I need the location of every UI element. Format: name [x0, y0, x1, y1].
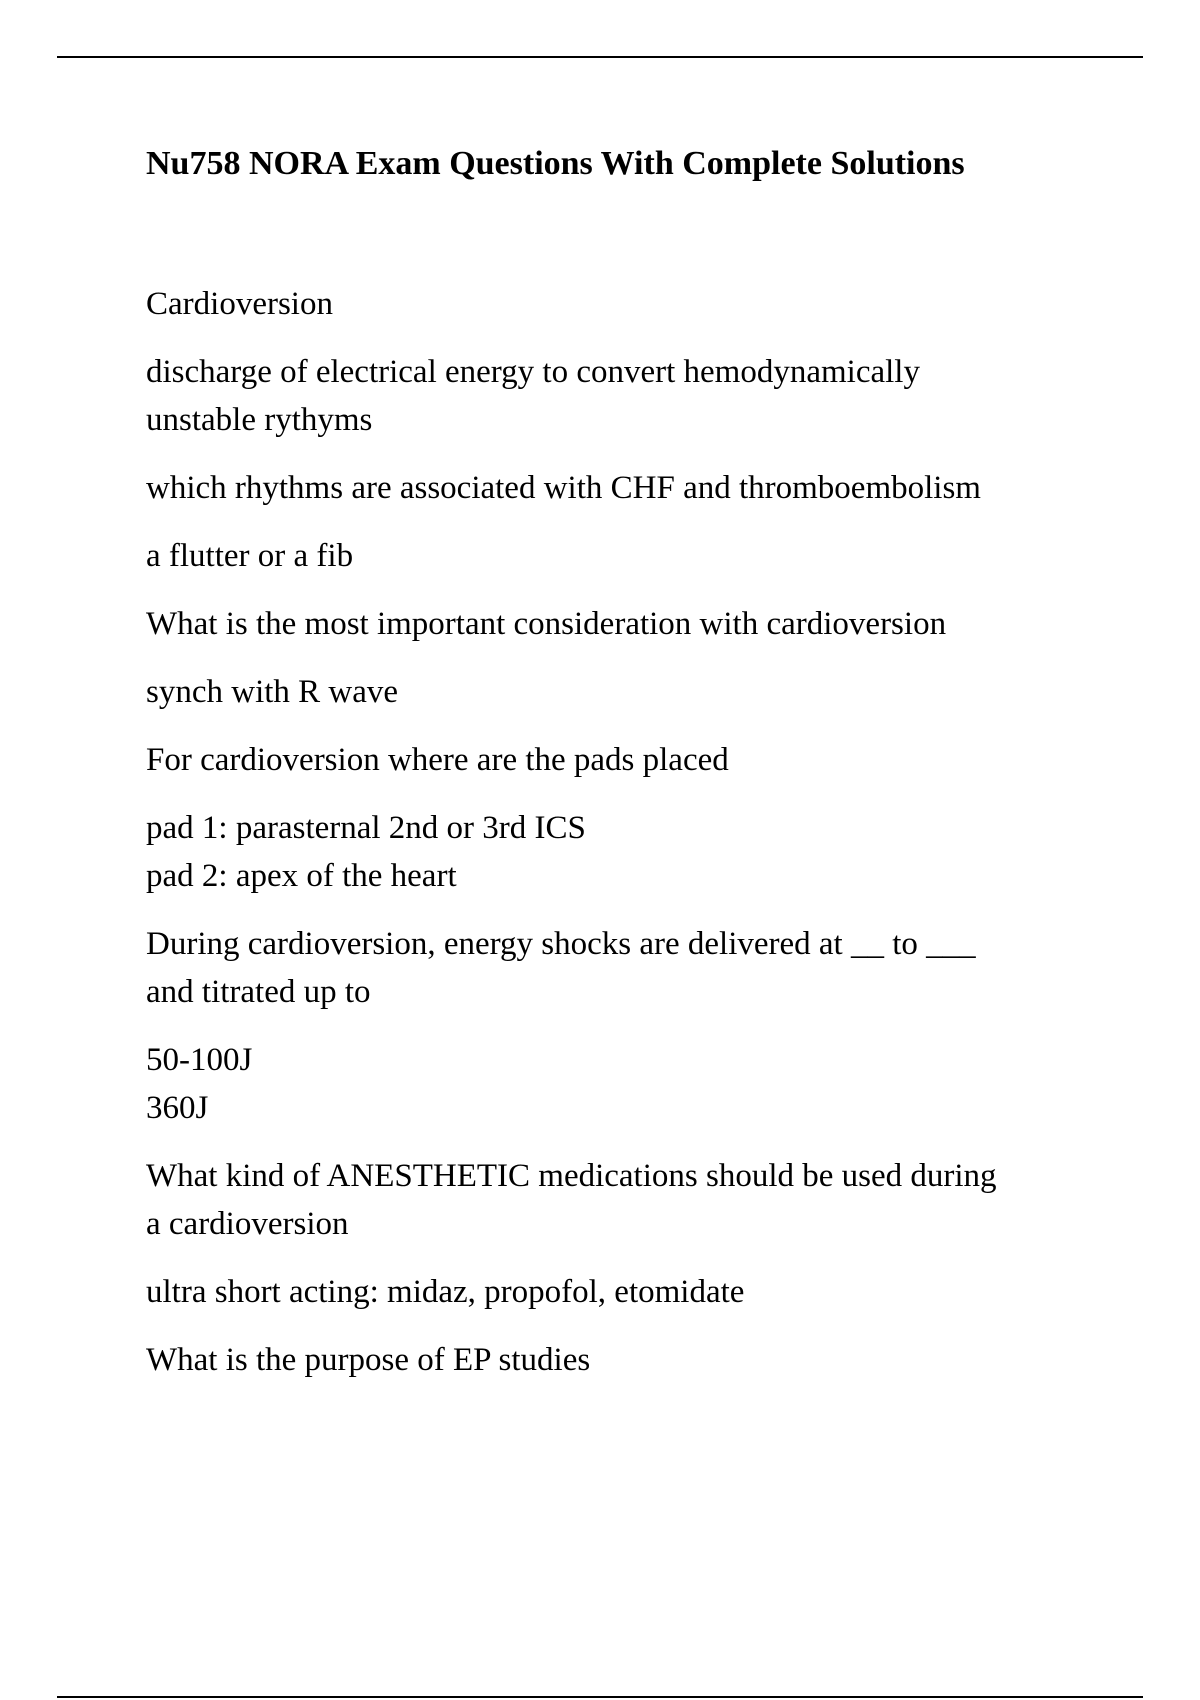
bottom-divider — [57, 1696, 1143, 1698]
qa-entry-answer: a flutter or a fib — [146, 538, 354, 574]
document-body — [146, 140, 1096, 1404]
qa-entry-question: What kind of ANESTHETIC medications should be used during a cardioversion — [146, 1158, 997, 1242]
top-divider — [57, 56, 1143, 58]
qa-entry-definition: discharge of electrical energy to convert hemodynamically unstable rythyms — [146, 354, 920, 438]
qa-list — [146, 280, 1096, 1384]
qa-entry-question: What is the most important consideration with cardioversion — [146, 606, 947, 642]
qa-entry-question: What is the purpose of EP studies — [146, 1342, 591, 1378]
qa-entry-answer: pad 1: parasternal 2nd or 3rd ICS pad 2: apex of the heart — [146, 810, 586, 894]
qa-entry-term: Cardioversion — [146, 286, 333, 322]
qa-entry-answer: ultra short acting: midaz, propofol, etomidate — [146, 1274, 745, 1310]
qa-entry-question: During cardioversion, energy shocks are delivered at __ to ___ and titrated up to — [146, 926, 976, 1010]
qa-entry-answer: synch with R wave — [146, 674, 399, 710]
qa-entry-question: which rhythms are associated with CHF and thromboembolism — [146, 470, 981, 506]
document-title: Nu758 NORA Exam Questions With Complete Solutions — [146, 145, 965, 182]
qa-entry-answer: 50-100J 360J — [146, 1042, 253, 1126]
qa-entry-question: For cardioversion where are the pads placed — [146, 742, 729, 778]
